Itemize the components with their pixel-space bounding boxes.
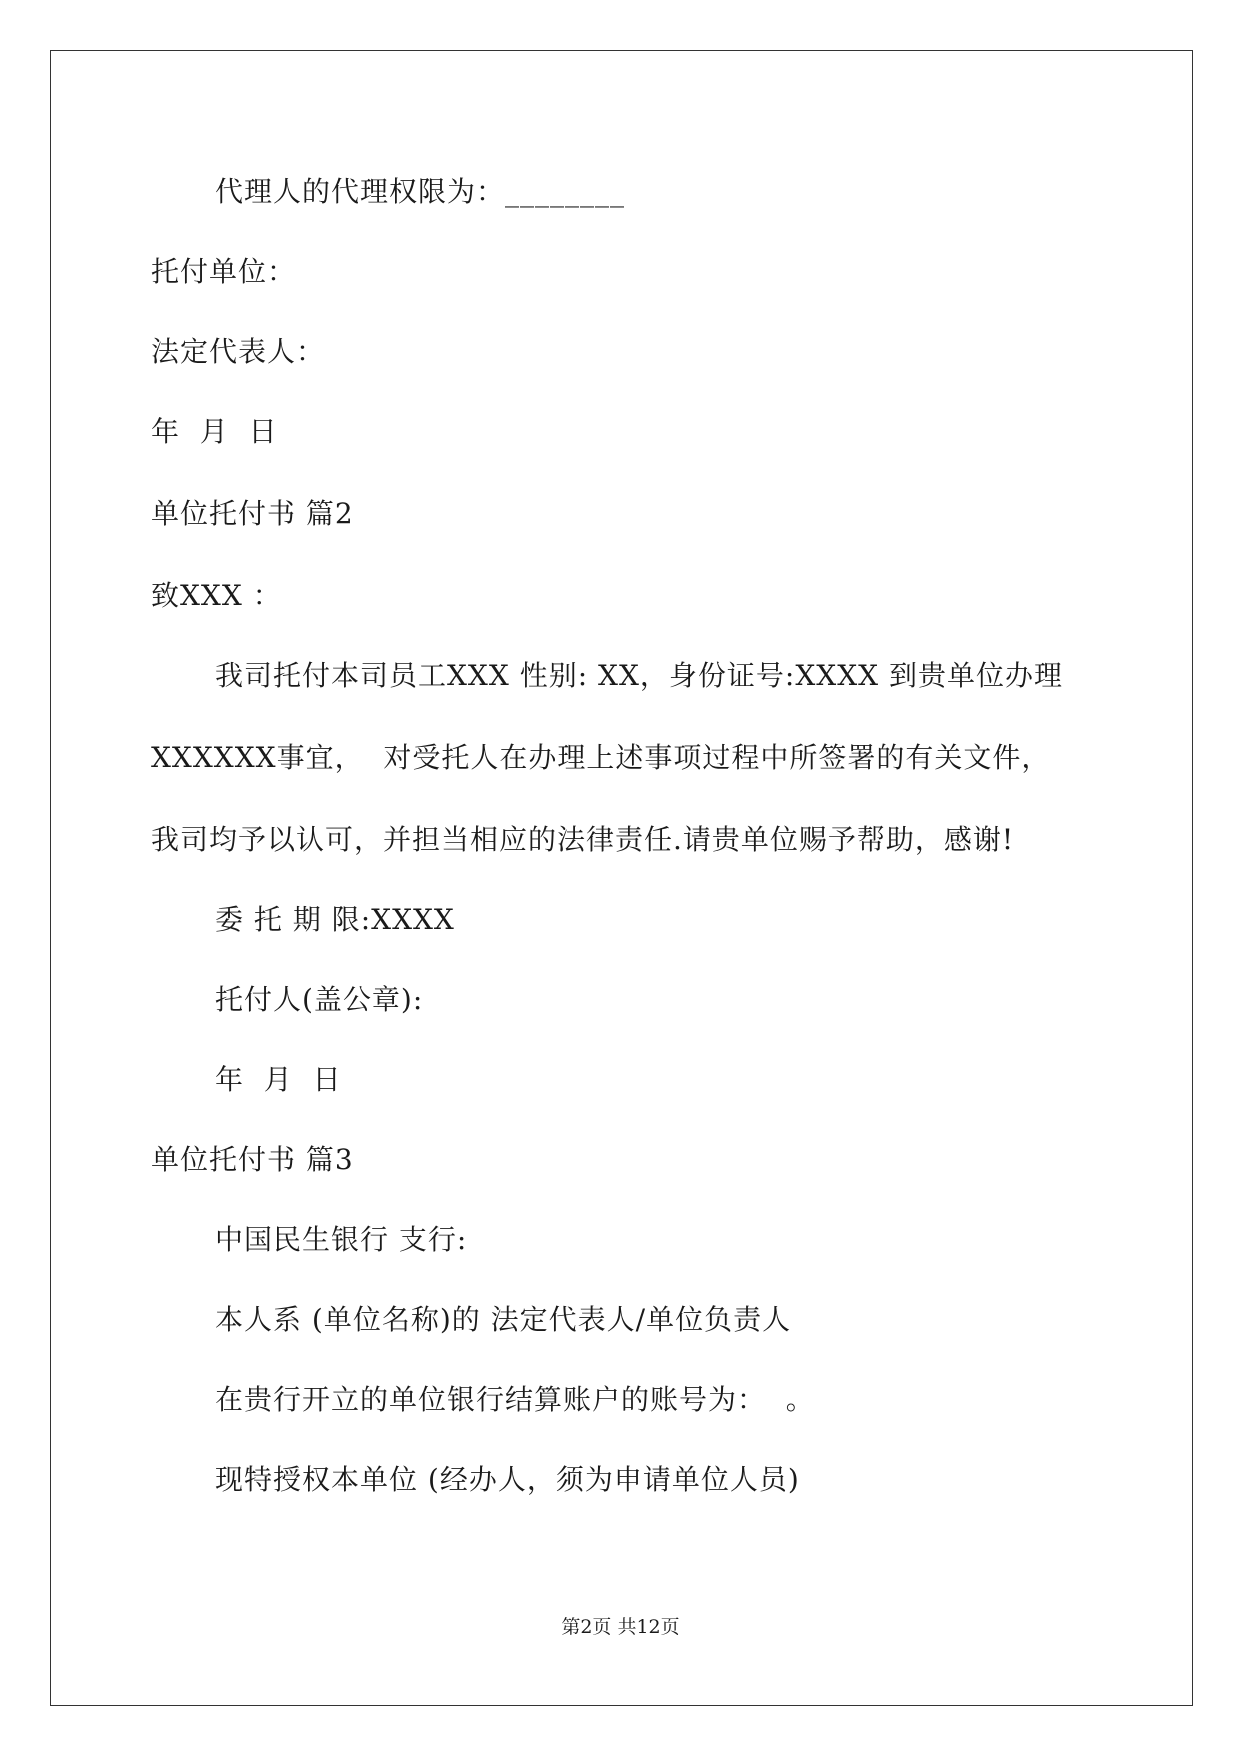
page-number-footer: 第2页 共12页 <box>561 1616 680 1638</box>
text-line: 年 月 日 <box>151 415 278 448</box>
text-line: 中国民生银行 支行: <box>215 1223 468 1256</box>
text-line: 法定代表人： <box>151 335 326 368</box>
text-line: 本人系 (单位名称)的 法定代表人/单位负责人 <box>215 1303 792 1336</box>
text-line: 托付单位： <box>151 255 297 288</box>
text-line: 现特授权本单位 (经办人，须为申请单位人员) <box>215 1463 800 1496</box>
section-heading: 单位托付书 篇2 <box>151 497 354 530</box>
text-line: 年 月 日 <box>215 1063 342 1096</box>
text-line: 委 托 期 限:XXXX <box>215 903 455 936</box>
text-line: 在贵行开立的单位银行结算账户的账号为： 。 <box>215 1383 815 1416</box>
section-heading: 单位托付书 篇3 <box>151 1143 354 1176</box>
text-line: 我司托付本司员工XXX 性别: XX，身份证号:XXXX 到贵单位办理 <box>215 659 1063 692</box>
text-line: 致XXX ： <box>151 579 282 612</box>
text-line: 托付人(盖公章): <box>215 983 424 1016</box>
text-line: XXXXXX事宜， 对受托人在办理上述事项过程中所签署的有关文件， <box>151 741 1051 774</box>
page-border <box>50 50 1193 1706</box>
text-line: 代理人的代理权限为：________ <box>215 175 626 208</box>
text-line: 我司均予以认可，并担当相应的法律责任.请贵单位赐予帮助，感谢! <box>151 823 1015 856</box>
